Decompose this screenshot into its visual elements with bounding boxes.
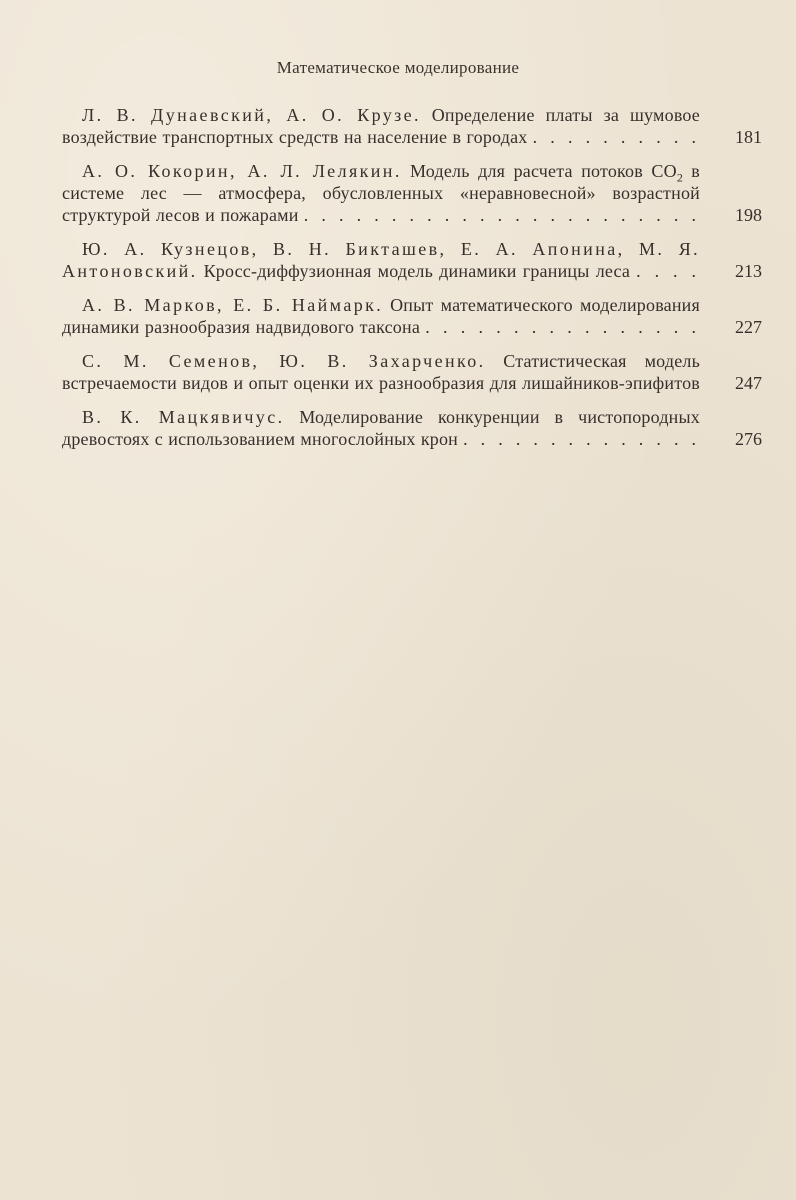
toc-entry-text <box>62 104 700 148</box>
toc-leader-dots: . . . . <box>636 261 700 281</box>
toc-entry <box>62 294 762 338</box>
toc-entry-title: Опыт математического моделирования динамики разнообразия надвидового таксона <box>62 295 700 337</box>
toc-entry-title: Кросс-диффузионная модель динамики границы леса <box>203 261 631 281</box>
toc-entry-page: 247 <box>735 373 762 393</box>
toc-entry-authors: Л. В. Дунаевский, А. О. Крузе. <box>82 105 421 125</box>
toc-entry-page: 213 <box>735 261 762 281</box>
toc-entry <box>62 350 762 394</box>
toc-entry-page: 276 <box>735 429 762 449</box>
toc-entry-authors: С. М. Семенов, Ю. В. Захарченко. <box>82 351 486 371</box>
toc-entry-subscript: 2 <box>676 170 683 185</box>
toc-entry-page: 227 <box>735 317 762 337</box>
toc-entry-title: Моделирование конкуренции в чистопородных древостоях с использованием многослойных крон <box>62 407 700 449</box>
toc-entry-page: 181 <box>735 127 762 147</box>
toc-entry-page: 198 <box>735 205 762 225</box>
toc-entry-authors: Ю. А. Кузнецов, В. Н. Бикташев, Е. А. Апонина, М. Я. Антоновский. <box>62 239 700 281</box>
toc-entry-title-part: в системе лес — атмосфера, обусловленных «неравновесной» возрастной структурой лесов и пожарами <box>62 161 700 225</box>
toc-entry-authors: А. В. Марков, Е. Б. Наймарк. <box>82 295 384 315</box>
toc-leader-dots: . . . . . . . . . . . . . . . . <box>425 317 700 337</box>
toc-entry <box>62 160 762 226</box>
toc-entry-text <box>62 238 700 282</box>
toc-entry-text <box>62 160 700 226</box>
toc-entry-text <box>62 406 700 450</box>
toc-leader-dots: . . . . . . . . . . . . . . . . . . . . . . . <box>303 205 700 225</box>
toc-entry-authors: В. К. Мацкявичус. <box>82 407 285 427</box>
toc-entry <box>62 238 762 282</box>
toc-entry-title-part: Модель для расчета потоков CO <box>410 161 677 181</box>
toc-leader-dots: . . . . . . . . . . <box>532 127 700 147</box>
toc-entry-text <box>62 350 700 394</box>
toc-entry <box>62 104 762 148</box>
toc-entry-title: Определение платы за шумовое воздействие транспортных средств на население в городах <box>62 105 700 147</box>
toc-entry-title: Статистическая модель встречаемости видов и опыт оценки их разнообразия для лишайников-эпифитов <box>62 351 700 393</box>
section-title: Математическое моделирование <box>276 58 520 77</box>
toc-entry <box>62 406 762 450</box>
toc-entry-text <box>62 294 700 338</box>
toc-leader-dots: . . . . . . . . . . . . . . <box>463 429 700 449</box>
table-of-contents <box>62 104 762 462</box>
toc-entry-authors: А. О. Кокорин, А. Л. Лелякин. <box>82 161 402 181</box>
